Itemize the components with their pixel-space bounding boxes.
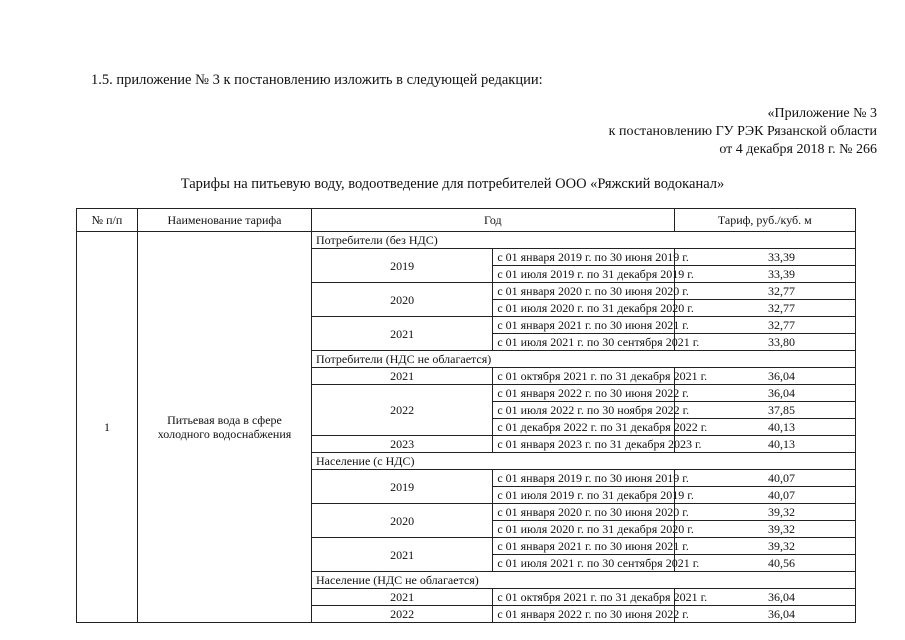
period-cell: с 01 января 2020 г. по 30 июня 2020 г. — [493, 283, 674, 300]
year-cell: 2021 — [312, 538, 493, 572]
appendix-reference — [609, 105, 877, 159]
category-label: Население (НДС не облагается) — [312, 572, 856, 589]
period-cell: с 01 января 2023 г. по 31 декабря 2023 г. — [493, 436, 674, 453]
period-cell: с 01 января 2022 г. по 30 июня 2022 г. — [493, 606, 674, 623]
tariff-value-cell: 40,07 — [674, 470, 855, 487]
tariff-value-cell: 33,39 — [674, 266, 855, 283]
year-cell: 2020 — [312, 504, 493, 538]
tariff-value-cell: 39,32 — [674, 521, 855, 538]
tariff-value-cell: 32,77 — [674, 283, 855, 300]
period-cell: с 01 октября 2021 г. по 31 декабря 2021 г. — [493, 368, 674, 385]
year-cell: 2021 — [312, 368, 493, 385]
appendix-line-2: к постановлению ГУ РЭК Рязанской области — [608, 124, 877, 139]
tariff-value-cell: 40,56 — [674, 555, 855, 572]
document-title: Тарифы на питьевую воду, водоотведение для потребителей ООО «Ряжский водоканал» — [180, 176, 725, 192]
year-cell: 2021 — [312, 589, 493, 606]
tariff-value-cell: 40,07 — [674, 487, 855, 504]
period-cell: с 01 января 2019 г. по 30 июня 2019 г. — [493, 249, 674, 266]
category-row — [77, 232, 856, 249]
tariff-value-cell: 33,80 — [674, 334, 855, 351]
period-cell: с 01 июля 2019 г. по 31 декабря 2019 г. — [493, 487, 674, 504]
tariff-table — [76, 208, 856, 623]
category-label: Население (с НДС) — [312, 453, 856, 470]
header-year: Год — [312, 209, 675, 232]
tariff-value-cell: 40,13 — [674, 436, 855, 453]
tariff-value-cell: 36,04 — [674, 385, 855, 402]
tariff-value-cell: 36,04 — [674, 368, 855, 385]
tariff-name: Питьевая вода в сфере холодного водоснабжения — [138, 232, 312, 623]
tariff-value-cell: 32,77 — [674, 317, 855, 334]
period-cell: с 01 июля 2019 г. по 31 декабря 2019 г. — [493, 266, 674, 283]
table-header-row — [77, 209, 856, 232]
tariff-value-cell: 39,32 — [674, 504, 855, 521]
appendix-line-1: «Приложение № 3 — [767, 106, 877, 121]
header-tariff: Тариф, руб./куб. м — [674, 209, 855, 232]
row-number: 1 — [77, 232, 138, 623]
period-cell: с 01 января 2021 г. по 30 июня 2021 г. — [493, 538, 674, 555]
tariff-table-body — [77, 232, 856, 623]
period-cell: с 01 октября 2021 г. по 31 декабря 2021 г. — [493, 589, 674, 606]
tariff-value-cell: 36,04 — [674, 606, 855, 623]
header-num: № п/п — [77, 209, 138, 232]
appendix-line-3: от 4 декабря 2018 г. № 266 — [719, 142, 877, 157]
tariff-value-cell: 37,85 — [674, 402, 855, 419]
year-cell: 2022 — [312, 385, 493, 436]
category-label: Потребители (без НДС) — [312, 232, 856, 249]
tariff-value-cell: 36,04 — [674, 589, 855, 606]
tariff-value-cell: 32,77 — [674, 300, 855, 317]
period-cell: с 01 января 2022 г. по 30 июня 2022 г. — [493, 385, 674, 402]
header-name: Наименование тарифа — [138, 209, 312, 232]
period-cell: с 01 июля 2022 г. по 30 ноября 2022 г. — [493, 402, 674, 419]
period-cell: с 01 июля 2020 г. по 31 декабря 2020 г. — [493, 521, 674, 538]
period-cell: с 01 января 2021 г. по 30 июня 2021 г. — [493, 317, 674, 334]
period-cell: с 01 июля 2021 г. по 30 сентября 2021 г. — [493, 555, 674, 572]
year-cell: 2020 — [312, 283, 493, 317]
tariff-value-cell: 33,39 — [674, 249, 855, 266]
period-cell: с 01 июля 2021 г. по 30 сентября 2021 г. — [493, 334, 674, 351]
year-cell: 2019 — [312, 470, 493, 504]
tariff-value-cell: 39,32 — [674, 538, 855, 555]
period-cell: с 01 января 2019 г. по 30 июня 2019 г. — [493, 470, 674, 487]
year-cell: 2021 — [312, 317, 493, 351]
year-cell: 2019 — [312, 249, 493, 283]
category-label: Потребители (НДС не облагается) — [312, 351, 856, 368]
tariff-value-cell: 40,13 — [674, 419, 855, 436]
period-cell: с 01 декабря 2022 г. по 31 декабря 2022 г. — [493, 419, 674, 436]
period-cell: с 01 января 2020 г. по 30 июня 2020 г. — [493, 504, 674, 521]
year-cell: 2023 — [312, 436, 493, 453]
intro-paragraph: 1.5. приложение № 3 к постановлению изложить в следующей редакции: — [91, 72, 543, 88]
period-cell: с 01 июля 2020 г. по 31 декабря 2020 г. — [493, 300, 674, 317]
year-cell: 2022 — [312, 606, 493, 623]
